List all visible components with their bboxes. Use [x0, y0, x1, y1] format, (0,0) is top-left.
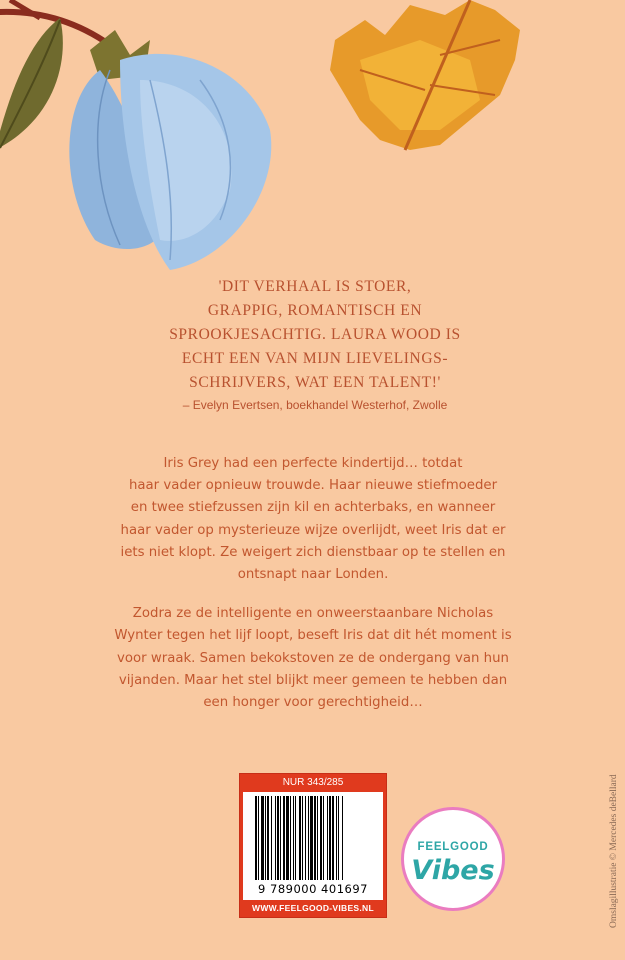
- blurb-line: Zodra ze de intelligente en onweerstaanbare Nicholas: [132, 606, 494, 622]
- quote-line: GRAPPIG, ROMANTISCH EN: [207, 302, 423, 319]
- blurb-line: en twee stiefzussen zijn kil en achterbaks, en wanneer: [130, 500, 496, 516]
- blurb-line: een honger voor gerechtigheid…: [203, 695, 423, 711]
- isbn-number: 9 789000 401697: [258, 882, 368, 896]
- quote-attribution: – Evelyn Evertsen, boekhandel Westerhof, Zwolle: [182, 398, 448, 412]
- blurb-line: Wynter tegen het lijf loopt, beseft Iris dat dit hét moment is: [114, 628, 512, 644]
- review-quote: [150, 275, 480, 414]
- feelgood-vibes-logo: [401, 807, 505, 911]
- logo-top-text: FEELGOOD: [417, 841, 489, 853]
- blurb-line: haar vader op mysterieuze wijze overlijdt, weet Iris dat er: [120, 522, 506, 538]
- blurb-paragraph-1: [98, 453, 528, 586]
- logo-main-text: Vibes: [411, 855, 495, 886]
- barcode-block: [239, 773, 387, 918]
- book-blurb: [98, 453, 528, 714]
- barcode-icon: [255, 796, 373, 880]
- barcode-panel: [243, 792, 383, 900]
- quote-line: 'DIT VERHAAL IS STOER,: [218, 278, 412, 295]
- blurb-line: haar vader opnieuw trouwde. Haar nieuwe stiefmoeder: [128, 478, 498, 494]
- nur-code: NUR 343/285: [282, 777, 344, 788]
- quote-line: SPROOKJESACHTIG. LAURA WOOD IS: [169, 326, 461, 343]
- blurb-paragraph-2: [98, 603, 528, 714]
- quote-line: ECHT EEN VAN MIJN LIEVELINGS-: [181, 350, 449, 367]
- blurb-line: ontsnapt naar Londen.: [237, 567, 389, 583]
- blurb-line: Iris Grey had een perfecte kindertijd… totdat: [163, 456, 463, 471]
- quote-line: SCHRIJVERS, WAT EEN TALENT!': [189, 374, 441, 391]
- blurb-line: vijanden. Maar het stel blijkt meer gemeen te hebben dan: [118, 672, 508, 688]
- website-url[interactable]: WWW.FEELGOOD-VIBES.NL: [252, 903, 374, 913]
- illustration-credit: Omslagillustratie © Mercedes deBellard: [609, 774, 619, 928]
- blurb-line: voor wraak. Samen bekokstoven ze de ondergang van hun: [117, 650, 509, 666]
- blurb-line: iets niet klopt. Ze weigert zich dienstbaar op te stellen en: [120, 544, 506, 560]
- flower-leaf-illustration: [0, 0, 625, 280]
